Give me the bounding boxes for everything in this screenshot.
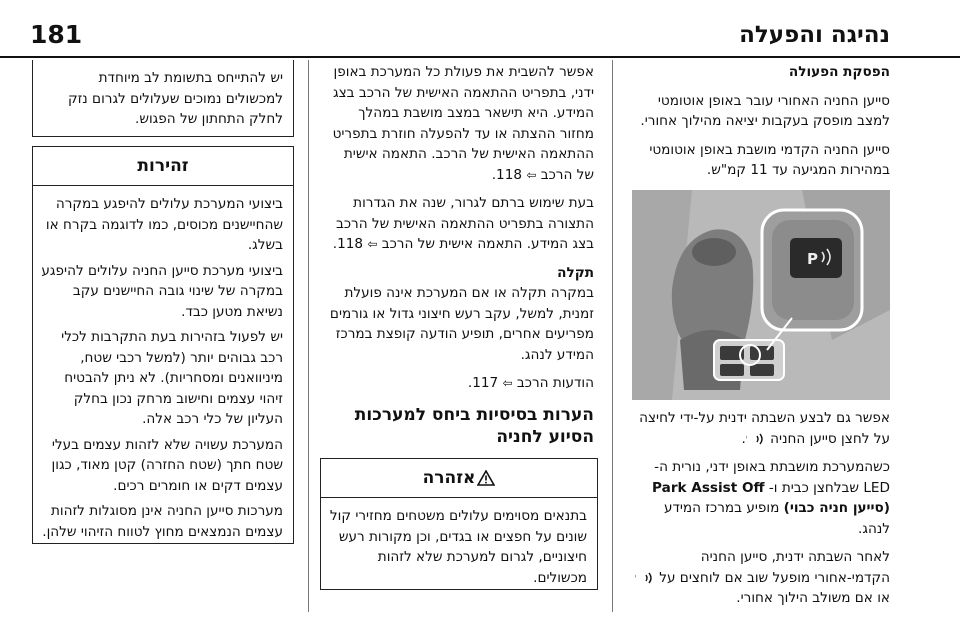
page-number: 181 <box>30 20 83 49</box>
basic-notes-heading: הערות בסיסיות ביחס למערכות הסיוע לחניה <box>354 404 594 447</box>
warning-header <box>321 459 597 498</box>
caution-header: זהירות <box>33 147 293 186</box>
warning-box <box>320 458 598 590</box>
system-disable-text: אפשר להשבית את פעולת כל המערכת באופן ידני, בתפריט ההתאמה האישית של הרכב בצג המידע. היא תישאר במצב מושבת במהלך מחזור ההצתה או עד להפעלה חוזרת בתפריט ההתאמה האישית של הרכב. התאמה אישית של הרכב ⇦ 118. <box>332 64 594 183</box>
warning-continuation-box <box>32 60 294 137</box>
caution-tall-vehicles: יש לפעול בזהירות בעת התקרבות לכלי רכב גבוהים יותר (למשל רכבי שטח, מיניוואנים ומסחריות). לא ניתן להבטיח זיהוי עצמים וחישוב מרחק נכון בחלק העליון של כלי רכב אלה. <box>61 329 283 427</box>
column-middle <box>324 62 594 466</box>
park-assist-icon <box>746 432 766 446</box>
caution-body <box>33 186 293 553</box>
console-illustration <box>632 190 890 400</box>
header-rule <box>0 56 960 58</box>
park-assist-icon <box>635 571 655 585</box>
fault-text: במקרה תקלה או אם המערכת אינה פועלת זמנית, למשל, עקב רעש חיצוני גדול או גורמים מפריעים אחרים, תופיע הודעה קופצת במרכז המידע לנהג. <box>329 285 594 363</box>
warning-text: בתנאים מסוימים עלולים משטחים מחזירי קול שונים על חפצים או בגדים, וכן מקורות רעש חיצוניים, לגרום למערכת שלא לזהות מכשולים. <box>329 508 587 586</box>
reactivate-text: לאחר השבתה ידנית, סייען החניה הקדמי-אחורי מופעל שוב אם לוחצים על או אם משולב הילוך אחורי. <box>632 547 890 609</box>
park-assist-button-photo <box>632 190 890 400</box>
page-reference: 118 <box>496 166 522 183</box>
park-assist-off-label: Park Assist Off <box>652 479 765 496</box>
warning-continuation-body <box>33 60 293 141</box>
svg-text:P <box>746 433 747 446</box>
towbar-text: בעת שימוש ברתם לגרור, שנה את הגדרות התצורה בתפריט ההתאמה האישית של הרכב בצג המידע. התאמה אישית של הרכב ⇦ 118. <box>332 195 594 252</box>
svg-text:P <box>635 572 636 585</box>
column-right-lower <box>632 408 890 617</box>
warning-triangle-icon <box>477 470 495 486</box>
caution-small-objects: המערכת עשויה שלא לזהות עצמים בעלי שטח חתך (שטח החזרה) קטן מאוד, כגון עצמים דקים או חומרים רכים. <box>51 436 283 494</box>
park-assist-off-hebrew: (סייען חניה כבוי) <box>783 500 890 516</box>
warning-title: אזהרה <box>422 468 476 488</box>
manual-off-text: אפשר גם לבצע השבתה ידנית על-ידי לחיצה על לחצן סייען החניה . <box>639 410 890 447</box>
caution-sensors-covered: ביצועי המערכת עלולים להיפגע במקרה שהחיישנים מכוסים, כמו לדוגמה בקרח או בשלג. <box>45 196 283 253</box>
column-divider <box>308 60 309 612</box>
led-off-text: כשהמערכת מושבתת באופן ידני, נורית ה-LED שבלחצן כבית ו- Park Assist Off (סייען חניה כבוי) מופיע במרכז המידע לנהג. <box>652 459 890 537</box>
column-right <box>632 62 890 189</box>
fault-heading: תקלה <box>557 264 594 281</box>
reference-arrow-icon: ⇦ <box>367 237 378 251</box>
caution-sensor-height: ביצועי מערכת סייען החניה עלולים להיפגע במקרה של שינוי גובה החיישנים עקב נשיאת מטען כבד. <box>41 262 283 320</box>
reference-arrow-icon: ⇦ <box>526 167 537 182</box>
rear-auto-off-text: סייען החניה האחורי עובר באופן אוטומטי למצב מופסק בעקבות יציאה מהילוך אחורי. <box>640 92 890 129</box>
caution-box <box>32 146 294 544</box>
section-title: נהיגה והפעלה <box>739 22 890 48</box>
front-auto-off-text: סייען החניה הקדמי מושבת באופן אוטומטי במהירות המגיעה עד 11 קמ"ש. <box>649 141 890 178</box>
svg-text:P: P <box>807 250 818 268</box>
warning-body <box>321 498 597 599</box>
vehicle-messages-ref: הודעות הרכב ⇦ 117. <box>467 375 594 391</box>
deactivation-heading: הפסקת הפעולה <box>788 64 890 80</box>
page-reference: 118 <box>337 236 364 252</box>
page-reference: 117 <box>472 375 499 391</box>
reference-arrow-icon: ⇦ <box>502 376 513 390</box>
page-header <box>0 0 960 56</box>
column-divider <box>612 60 613 612</box>
low-obstacles-text: יש להתייחס בתשומת לב מיוחדת למכשולים נמוכים שעלולים לגרום נזק לחלק התחתון של הפגוש. <box>67 70 283 127</box>
caution-detection-range: מערכות סייען החניה אינן מסוגלות לזהות עצמים הנמצאים מחוץ לטווח הזיהוי שלהן. <box>42 503 283 540</box>
